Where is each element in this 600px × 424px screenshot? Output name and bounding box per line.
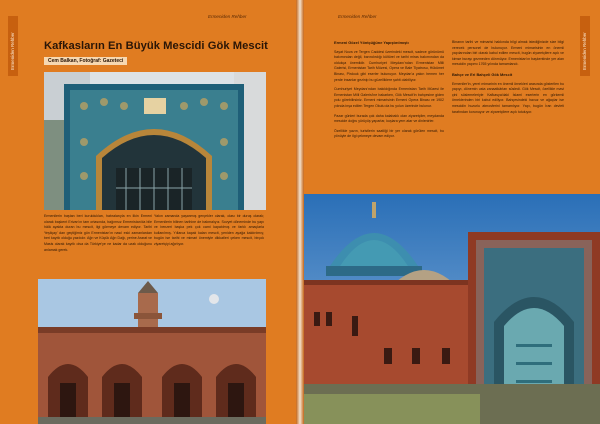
left-running-header: Ermeniden Rehber — [208, 14, 247, 19]
right-col-2-heading: Bahçe ve Eri Bahçeli Gök Mescit — [452, 71, 513, 77]
left-col-2 — [154, 214, 264, 252]
left-side-tab-label: Ermeniden Rehber — [10, 32, 15, 70]
right-col-1-paragraph-4: Özellikle yazın, turistlerin saatliği bir yer olarak görülen mescit, bu yönüyle de ilgi çekmeye devam ediyor. — [334, 128, 444, 139]
right-col-2-paragraph-1: Binanın tarihi ve mimarisi hakkında bilgi almak istediğinizde size bilgi verecek personel de bulunuyor. Ermeni mimarisinin en önemli yapılarından biri olarak kabul edilen mescit, bugün ziyaretçilere açık ve kimse burayı gezmeden dönmüyor. Ermenistan'ın başkentinde yer alan mescidin yapımı 1765 yılında tamamlandı. — [452, 40, 564, 67]
right-col-1-paragraph-3: Pazar günleri burada çok daha kalabalık olan ziyaretçiler, meydanda mescide doğru yürüyüş yaparlar, kuşlara yem atar ve dinlenirler. — [334, 113, 444, 124]
left-page — [0, 0, 296, 424]
right-running-header: Ermeniden Rehber — [338, 14, 377, 19]
right-side-tab — [580, 16, 590, 76]
spread-gutter — [296, 0, 304, 424]
left-side-tab — [8, 16, 18, 76]
left-col-1 — [44, 214, 152, 257]
right-col-1-paragraph-2: Cumhuriyet Meydanı'ndan bakıldığında Ermenistan Tarih Müzesi ile Ermenistan Milli Galerisi'ne bakarken, Gök Mescit'in bahçesine giden yolu görebilirsiniz. Ermeni mimarisinin Ermeni Opera Binası ve 1902 yılında inşa edilen Tergen Okulu da bu yolun üzerinde bulunur. — [334, 87, 444, 108]
blue-dome-photo — [304, 194, 600, 424]
right-side-tab-label: Ermeniden Rehber — [582, 32, 587, 70]
right-col-2-paragraph-2: Ermeniler'in, yerel mimarinin en önemli örnekleri arasında gösterilen bu yapıyı, dönemin usta zanaatkârları süsledi. Gök Mescit, özellikle mavi çini süslemeleriyle Kafkasya'daki İslami eserlerin en görkemli örneklerinden biri kabul ediliyor. Bahçesindeki havuz ve ağaçlar ise mescidin huzurlu atmosferini tamamlıyor. Yapı, bugün İran devleti tarafından korunuyor ve ziyaretçilere açık tutuluyor. — [452, 81, 564, 114]
right-col-1-heading: Ermeni Gözel Yöntçüğüne Yapıştırılmıştı — [334, 40, 409, 45]
right-page — [304, 0, 600, 424]
left-col-1-text: Ermenilerin baştan beri kuruldukları, hatıralarıyla en ilkin Ermeni olarak başkent Erivan'ın tam ortasında, bağımsız Ermenistan'da bile hâlâ ayakta duran bu mescit, ilgi görmeye devam ediyor. Tarihi Yeşilçay' dan geçtiğimiz gün Ermenistan'ın nasıl eski zamanlardan beri kayıtlı olduğu yazılıdır. Ağrı ve Küçük Ağrı Dağı, yerine Ararat ve Masis olarak kayıtlı olsa da Türkiye'ye ne kadar da uzak olduğunu anlamak gerek. — [44, 214, 152, 252]
article-title: Kafkasların En Büyük Mescidi Gök Mescit — [44, 40, 268, 52]
left-col-2-text: Yakın zamanda yaşanmış gerçekler olarak, olası bir duruş olarak; Ermenilerin bilinen tarihine de bakmalıyız. Sovyet döneminde bu yapı ve benzeri başka pek çok cami kapatılmış ve farklı amaçlarla kullanılmış. Yıllarca kapalı kalan mescit, yeniden ayağa kaldırılmış; bugün ise tarihi ve mimari önemiyle dikkatleri çeken mescit, birçok ziyaretçiyi ağırlıyor. — [154, 214, 264, 246]
courtyard-illustration — [38, 279, 266, 424]
right-col-1 — [334, 40, 444, 144]
article-byline: Cem Balkan, Fotoğraf: Gazeteci — [44, 57, 127, 65]
blue-dome-illustration — [304, 194, 600, 424]
right-col-1-paragraph-1: Sayat Nova ve Tergen Caddesi üzerindeki mescit, sadece görünümü bakımından değil, barındırdığı kültürel ve tarihi miras bakımından da oldukça önemlidir. Cumhuriyet Meydanı'ndan Ermenistan Milli Galerisi, Ermenistan Tarih Müzesi, Opera ve Bale Tiyatrosu, Hükümet Binası, Pirdouk gibi eserler bulunuyor. Meydan'a yakın hemen her yerde insanlar gezinip bu güzelliklere şahit olabiliyor. — [334, 49, 444, 82]
mosque-portal-photo — [44, 72, 266, 210]
right-col-2 — [452, 40, 564, 119]
mosque-portal-illustration — [44, 72, 266, 210]
courtyard-photo — [38, 279, 266, 424]
